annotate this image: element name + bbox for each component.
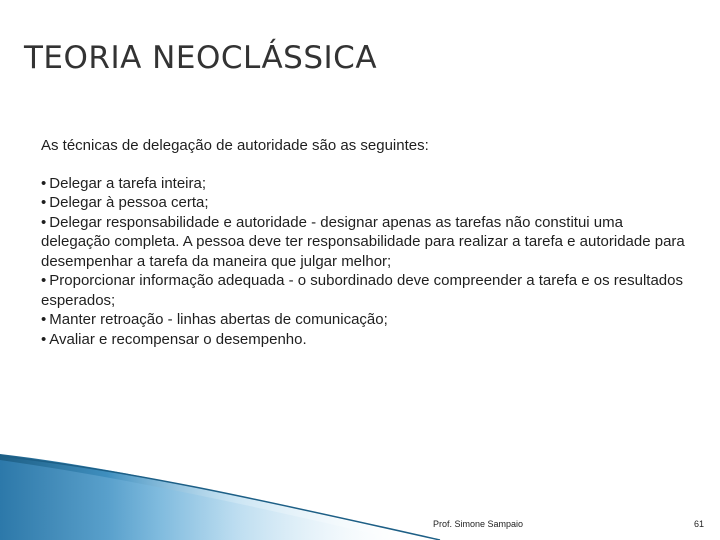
bullet-icon: • — [41, 272, 47, 289]
bullet-icon: • — [41, 311, 47, 328]
list-item-text: Delegar à pessoa certa; — [49, 194, 209, 211]
slide-title: TEORIA NEOCLÁSSICA — [24, 40, 378, 76]
list-item-text: Delegar responsabilidade e autoridade - designar apenas as tarefas não constitui uma delegação completa. A pessoa deve ter responsabilidade para realizar a tarefa e autoridade para desempenhar a tarefa da maneira que julgar melhor; — [41, 213, 685, 270]
intro-text: As técnicas de delegação de autoridade são as seguintes: — [41, 137, 429, 154]
bullet-icon: • — [41, 213, 47, 231]
slide-content — [41, 136, 691, 349]
wave-decoration — [0, 440, 720, 540]
list-item — [41, 193, 691, 213]
list-item-text: Delegar a tarefa inteira; — [49, 174, 207, 192]
bullet-icon: • — [41, 194, 47, 211]
list-item — [41, 213, 691, 272]
list-item-text: Manter retroação - linhas abertas de comunicação; — [49, 311, 388, 328]
page-number: 61 — [693, 519, 704, 529]
list-item — [41, 330, 691, 350]
list-item-text: Avaliar e recompensar o desempenho. — [49, 330, 307, 348]
list-item — [41, 174, 691, 194]
bullet-icon: • — [41, 174, 47, 192]
bullet-icon: • — [41, 330, 47, 348]
footer-author: Prof. Simone Sampaio — [433, 519, 524, 529]
list-item-text: Proporcionar informação adequada - o subordinado deve compreender a tarefa e os resultados esperados; — [41, 272, 683, 309]
wave-band-light — [0, 460, 400, 540]
list-item — [41, 271, 691, 310]
list-item — [41, 310, 691, 330]
bullet-list — [41, 174, 691, 350]
